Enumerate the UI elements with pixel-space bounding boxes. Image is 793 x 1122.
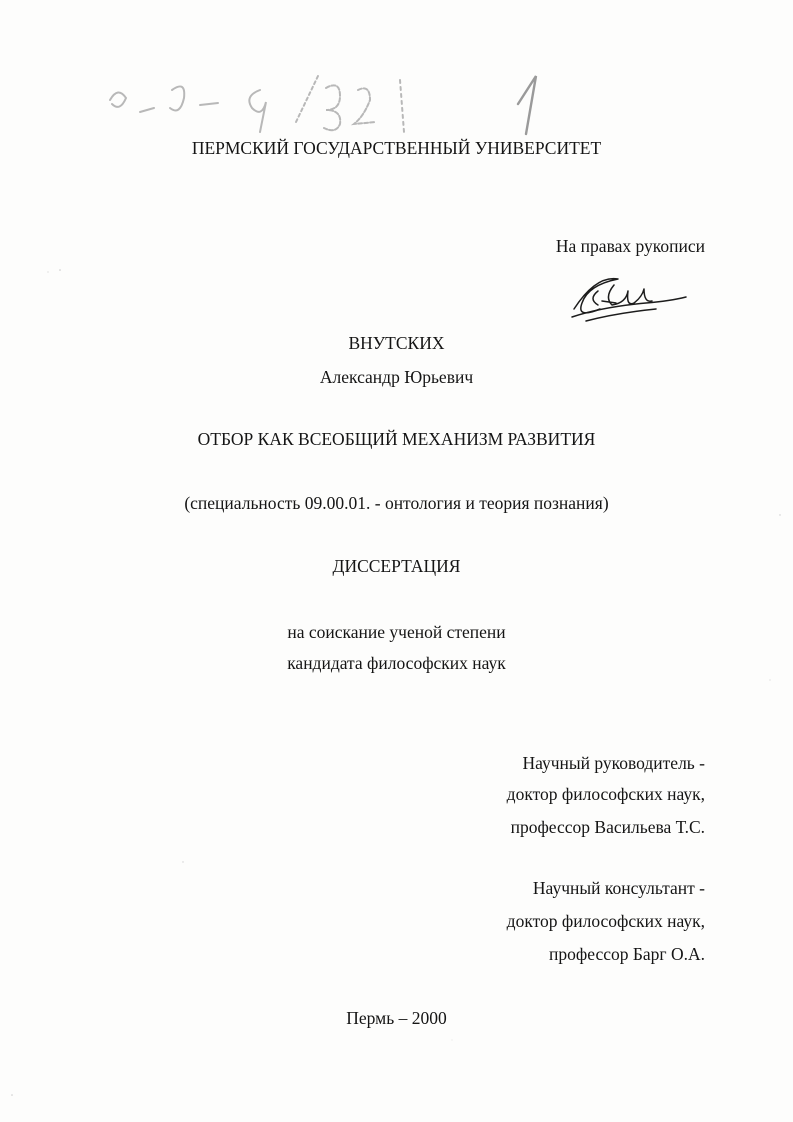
university-name: ПЕРМСКИЙ ГОСУДАРСТВЕННЫЙ УНИВЕРСИТЕТ bbox=[191, 138, 602, 158]
consultant-degree: доктор философских наук, bbox=[506, 911, 705, 931]
supervisor-name: профессор Васильева Т.С. bbox=[510, 817, 705, 837]
consultant-name: профессор Барг О.А. bbox=[549, 944, 705, 964]
degree-line-1: на соискание ученой степени bbox=[287, 622, 506, 642]
supervisor-role: Научный руководитель - bbox=[522, 753, 705, 773]
city-and-year: Пермь – 2000 bbox=[346, 1008, 447, 1028]
thesis-specialty: (специальность 09.00.01. - онтология и теория познания) bbox=[184, 493, 609, 513]
signature-icon bbox=[562, 265, 692, 327]
author-given-names: Александр Юрьевич bbox=[319, 367, 474, 387]
document-type: ДИССЕРТАЦИЯ bbox=[332, 556, 461, 576]
thesis-title: ОТБОР КАК ВСЕОБЩИЙ МЕХАНИЗМ РАЗВИТИЯ bbox=[197, 429, 596, 449]
supervisor-degree: доктор философских наук, bbox=[506, 784, 705, 804]
consultant-role: Научный консультант - bbox=[532, 878, 705, 898]
manuscript-rights-note: На правах рукописи bbox=[555, 236, 705, 256]
degree-line-2: кандидата философских наук bbox=[287, 653, 506, 673]
author-surname: ВНУТСКИХ bbox=[348, 333, 445, 353]
